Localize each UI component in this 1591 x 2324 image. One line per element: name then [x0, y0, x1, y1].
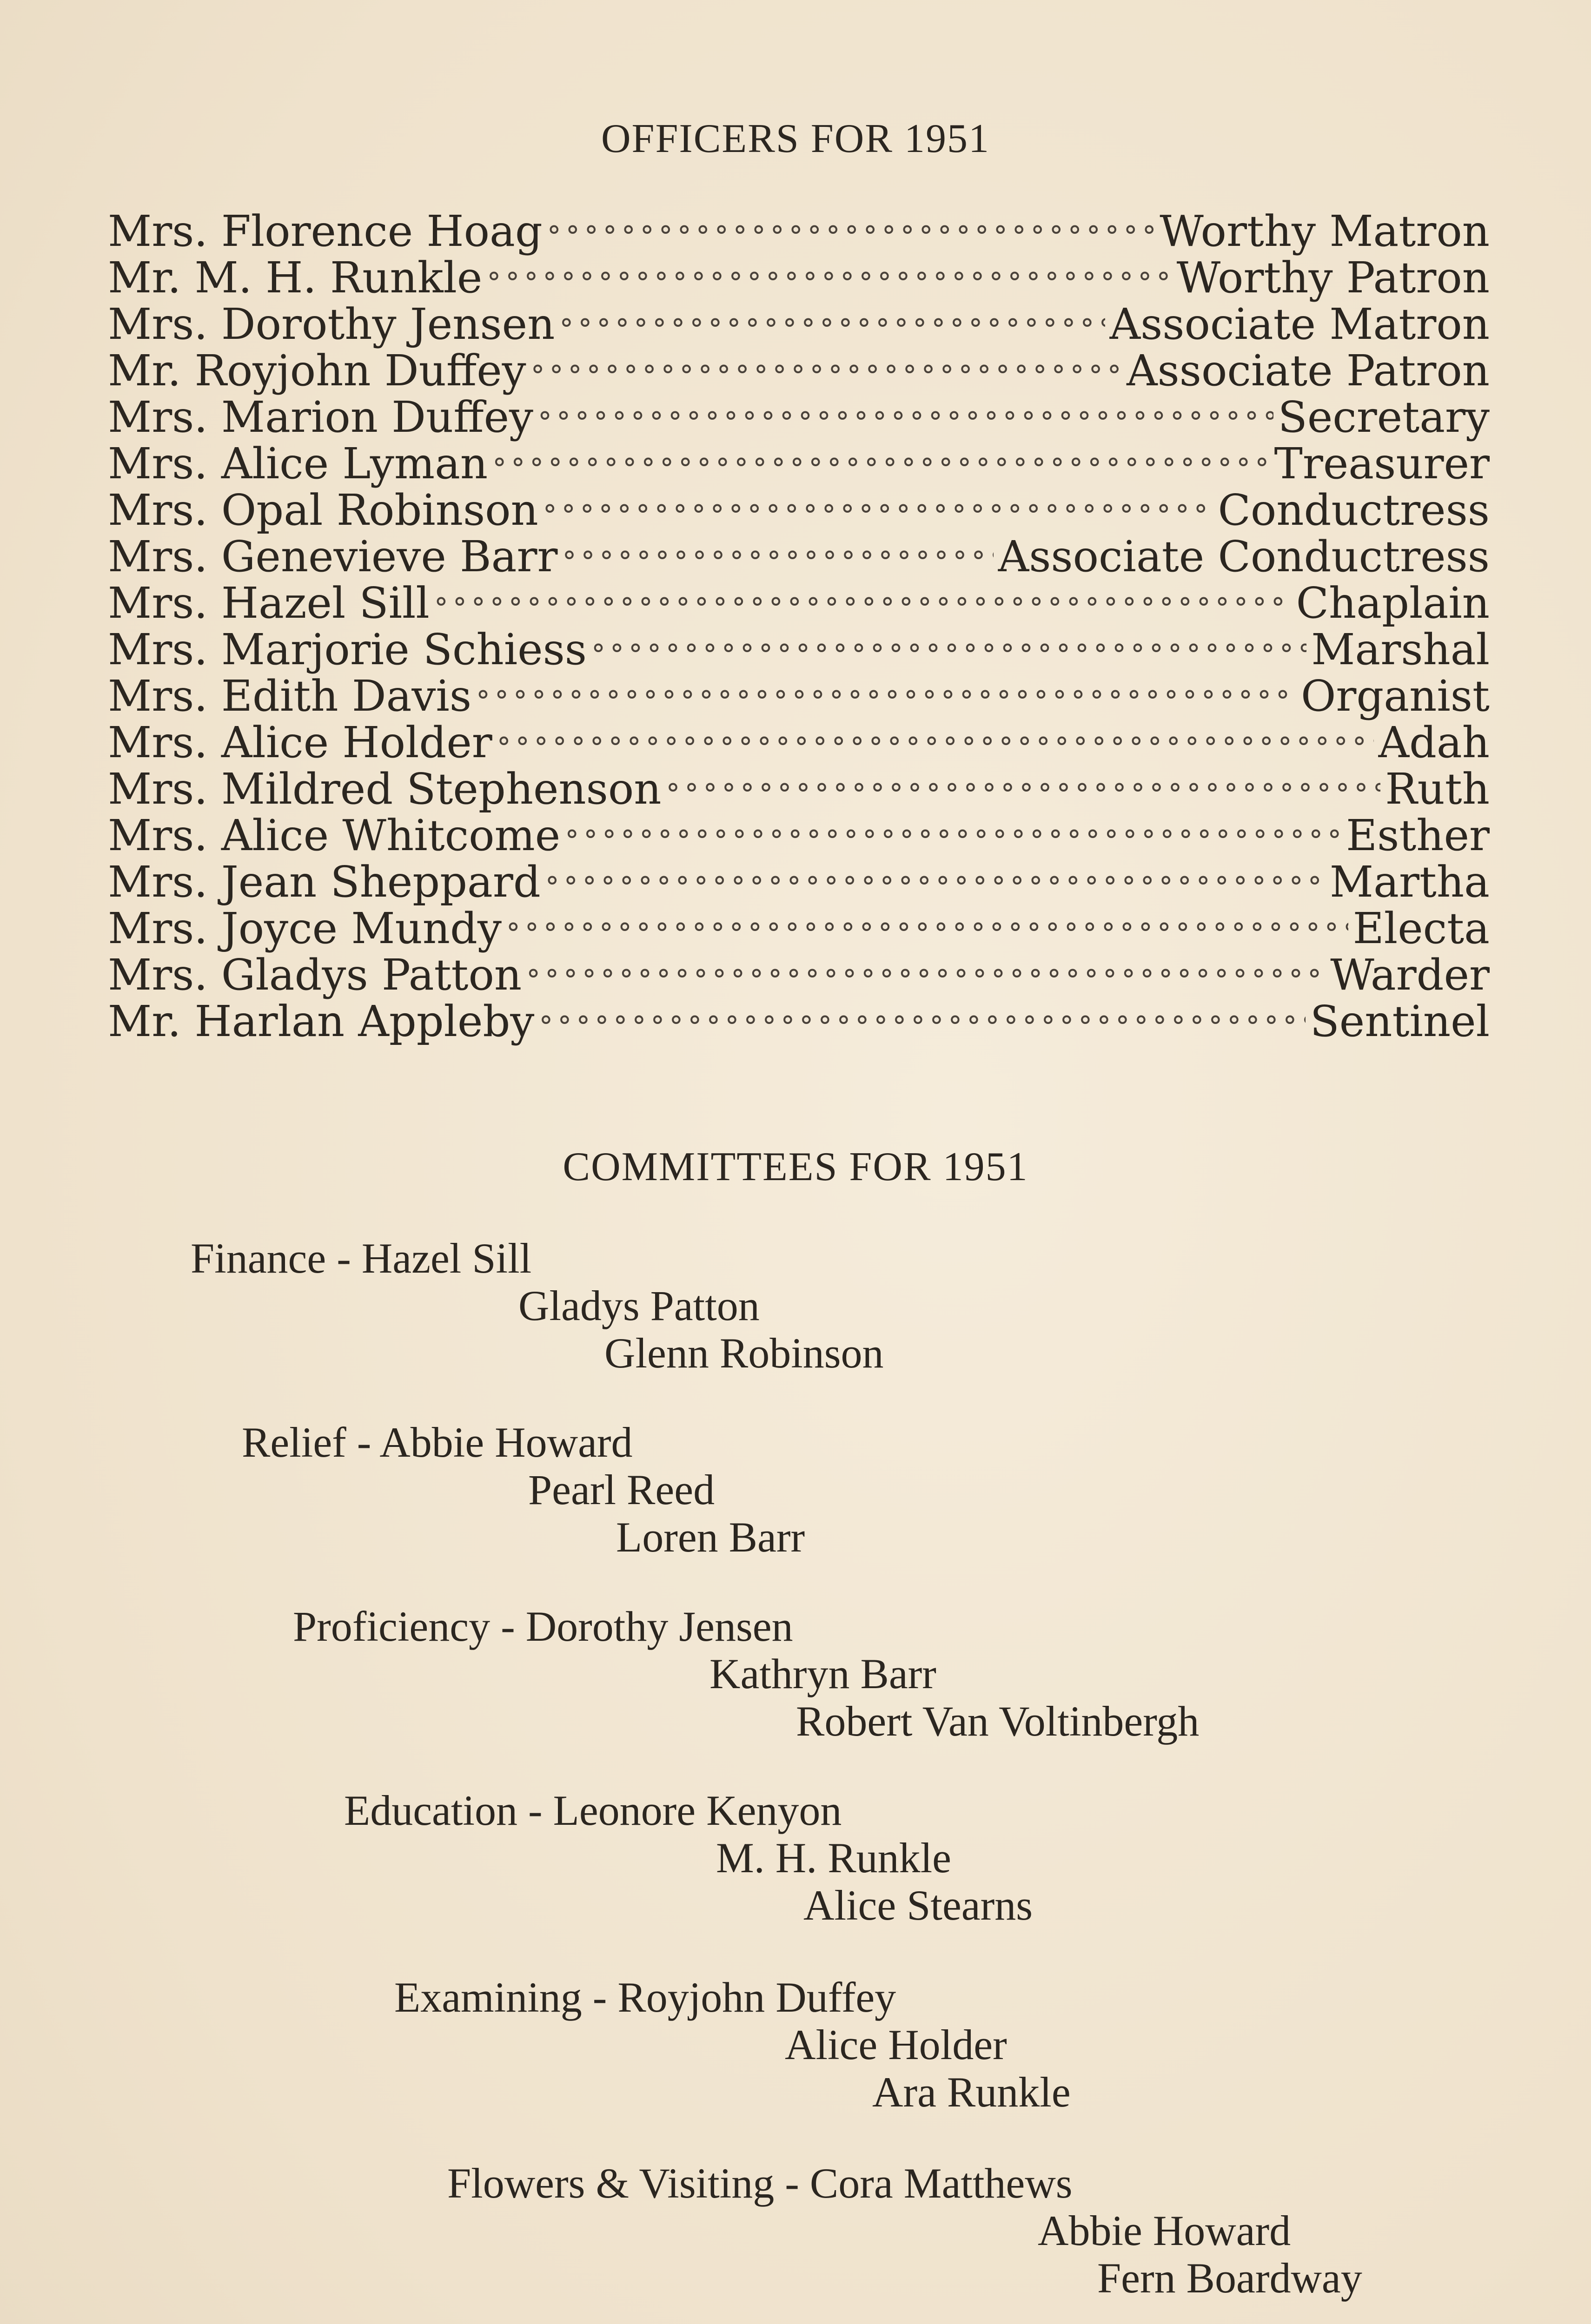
committee-member: Fern Boardway: [1097, 2254, 1362, 2302]
officer-row: [108, 766, 1490, 812]
committee-member: Ara Runkle: [872, 2068, 1071, 2116]
dot-leader: [545, 864, 1325, 911]
officer-row: [108, 859, 1490, 905]
dot-leader: [492, 446, 1269, 492]
officer-row: [108, 487, 1490, 534]
officer-name: Mr. M. H. Runkle: [108, 253, 483, 303]
dot-leader: [539, 1004, 1305, 1050]
officer-office: Adah: [1378, 718, 1490, 767]
officer-name: Mrs. Florence Hoag: [108, 206, 543, 256]
officer-name: Mrs. Alice Whitcome: [108, 811, 561, 860]
officer-row: [108, 905, 1490, 952]
officer-row: [108, 627, 1490, 673]
officer-office: Organist: [1300, 671, 1490, 721]
officer-name: Mrs. Opal Robinson: [108, 485, 538, 535]
committees-heading: COMMITTEES FOR 1951: [563, 1144, 1028, 1189]
committee-member: Alice Holder: [785, 2021, 1007, 2068]
officer-row: [108, 301, 1490, 348]
officer-name: Mrs. Hazel Sill: [108, 578, 430, 628]
officer-office: Martha: [1329, 857, 1490, 907]
dot-leader: [526, 957, 1326, 1004]
officer-row: [108, 534, 1490, 580]
officer-row: [108, 720, 1490, 766]
officer-row: [108, 441, 1490, 487]
officer-office: Secretary: [1278, 392, 1490, 442]
officer-office: Treasurer: [1274, 439, 1490, 489]
committee-member: Kathryn Barr: [709, 1650, 936, 1697]
officer-office: Worthy Patron: [1176, 253, 1490, 303]
officer-office: Ruth: [1385, 764, 1490, 814]
officer-name: Mrs. Gladys Patton: [108, 950, 522, 1000]
officer-row: [108, 348, 1490, 394]
officer-name: Mr. Harlan Appleby: [108, 997, 535, 1046]
officer-name: Mrs. Alice Lyman: [108, 439, 488, 489]
committee-label: Education - Leonore Kenyon: [344, 1787, 842, 1834]
dot-leader: [565, 818, 1341, 864]
officer-name: Mrs. Genevieve Barr: [108, 532, 558, 581]
committee-label: Finance - Hazel Sill: [191, 1235, 532, 1282]
officer-name: Mrs. Edith Davis: [108, 671, 472, 721]
officer-row: [108, 952, 1490, 998]
committee-member: Glenn Robinson: [604, 1329, 884, 1377]
officers-heading: OFFICERS FOR 1951: [601, 116, 990, 161]
committee-member: Alice Stearns: [803, 1882, 1033, 1929]
officer-row: [108, 812, 1490, 859]
officer-office: Associate Matron: [1109, 299, 1490, 349]
officer-office: Associate Conductress: [998, 532, 1490, 581]
officer-row: [108, 255, 1490, 301]
committee-member: Loren Barr: [616, 1513, 805, 1561]
committee-member: Pearl Reed: [528, 1466, 715, 1513]
dot-leader: [562, 539, 993, 585]
officer-name: Mrs. Mildred Stephenson: [108, 764, 662, 814]
committee-member: Robert Van Voltinbergh: [796, 1697, 1200, 1745]
officer-office: Worthy Matron: [1160, 206, 1490, 256]
dot-leader: [538, 399, 1273, 446]
officer-name: Mrs. Marjorie Schiess: [108, 625, 587, 674]
officer-name: Mrs. Alice Holder: [108, 718, 492, 767]
dot-leader: [559, 306, 1105, 353]
officer-row: [108, 580, 1490, 627]
officer-name: Mrs. Jean Sheppard: [108, 857, 541, 907]
dot-leader: [666, 771, 1381, 818]
officer-name: Mrs. Joyce Mundy: [108, 904, 502, 953]
officer-row: [108, 998, 1490, 1045]
officer-name: Mrs. Marion Duffey: [108, 392, 534, 442]
officer-office: Electa: [1352, 904, 1490, 953]
dot-leader: [506, 911, 1348, 957]
dot-leader: [487, 260, 1172, 306]
officer-office: Chaplain: [1296, 578, 1490, 628]
officer-office: Conductress: [1218, 485, 1490, 535]
committee-member: Gladys Patton: [518, 1282, 760, 1329]
officer-name: Mrs. Dorothy Jensen: [108, 299, 555, 349]
committee-member: Abbie Howard: [1038, 2207, 1291, 2254]
officer-office: Warder: [1330, 950, 1490, 1000]
dot-leader: [547, 213, 1155, 260]
officer-row: [108, 673, 1490, 720]
officer-row: [108, 394, 1490, 441]
officers-list: [108, 208, 1490, 1045]
committee-member: M. H. Runkle: [716, 1834, 951, 1882]
committee-label: Examining - Royjohn Duffey: [394, 1974, 896, 2021]
dot-leader: [476, 678, 1296, 725]
officer-office: Esther: [1346, 811, 1490, 860]
officer-name: Mr. Royjohn Duffey: [108, 346, 526, 396]
dot-leader: [591, 632, 1306, 678]
committee-label: Proficiency - Dorothy Jensen: [293, 1603, 793, 1650]
committee-label: Flowers & Visiting - Cora Matthews: [447, 2159, 1073, 2207]
officer-office: Associate Patron: [1127, 346, 1490, 396]
dot-leader: [531, 353, 1122, 399]
committee-label: Relief - Abbie Howard: [242, 1419, 633, 1466]
officer-row: [108, 208, 1490, 255]
officer-office: Sentinel: [1310, 997, 1490, 1046]
officer-office: Marshal: [1311, 625, 1490, 674]
